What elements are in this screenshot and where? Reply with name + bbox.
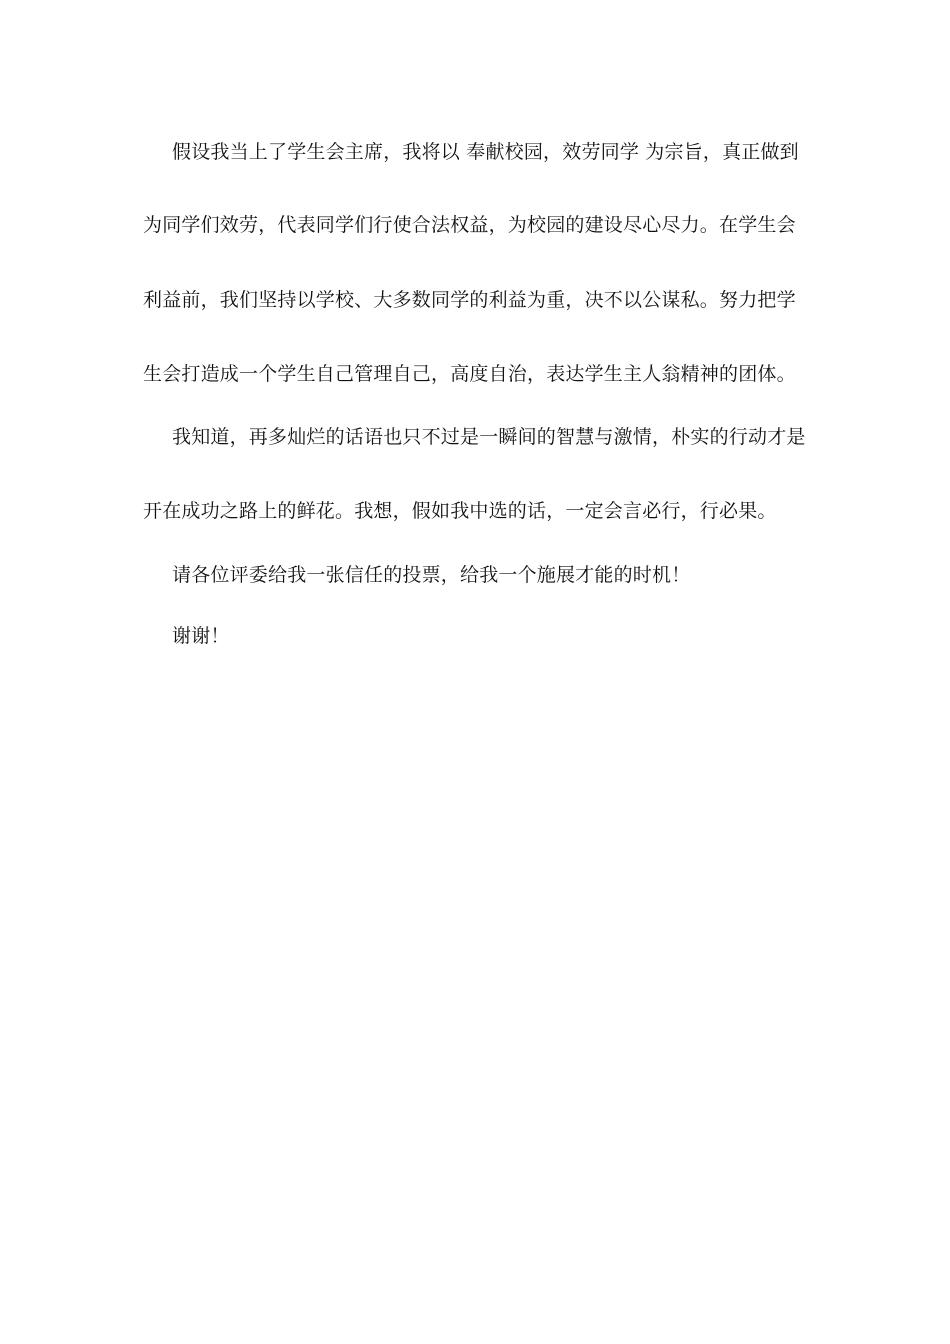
paragraph-1-line-1: 假设我当上了学生会主席，我将以 奉献校园，效劳同学 为宗旨，真正做到 — [172, 141, 799, 163]
closing-thanks: 谢谢！ — [172, 625, 230, 647]
paragraph-1-line-3: 利益前，我们坚持以学校、大多数同学的利益为重，决不以公谋私。努力把学 — [143, 289, 796, 311]
paragraph-2-line-1: 我知道，再多灿烂的话语也只不过是一瞬间的智慧与激情，朴实的行动才是 — [172, 426, 806, 448]
paragraph-2-line-2: 开在成功之路上的鲜花。我想，假如我中选的话，一定会言必行，行必果。 — [143, 500, 777, 522]
paragraph-1-line-2: 为同学们效劳，代表同学们行使合法权益，为校园的建设尽心尽力。在学生会 — [143, 214, 796, 236]
paragraph-1-line-4: 生会打造成一个学生自己管理自己，高度自治，表达学生主人翁精神的团体。 — [143, 363, 796, 385]
paragraph-3-line-1: 请各位评委给我一张信任的投票，给我一个施展才能的时机！ — [172, 564, 691, 586]
